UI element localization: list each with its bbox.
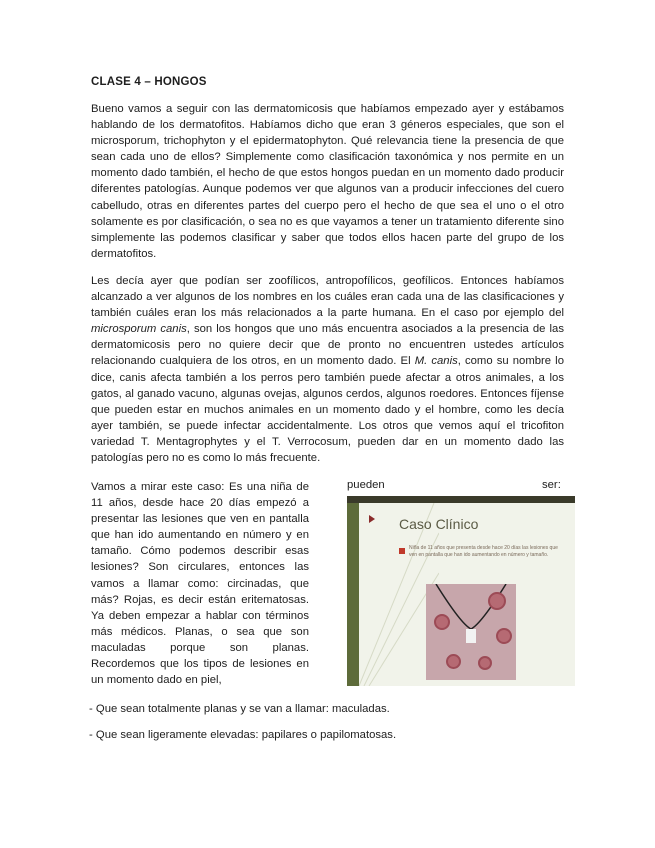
paragraph-1: Bueno vamos a seguir con las dermatomicosis que habíamos empezado ayer y estábamos hablando de los dermatofitos. Habíamos dicho que eran 3 géneros especiales, que son el microsporum, trichophyton y el epidermatophyton. Qué relevancia tiene la presencia de que sean cada uno de ellos? Simplemente como clasificación taxonómica y nos permite en un momento dado también, el hecho de que estos hongos puedan en un momento dado producir diferentes patologías. Aunque podemos ver que algunos van a producir infecciones del cuero cabelludo, otras en diferentes partes del cuerpo pero el hecho de que sea el uno o el otro solamente es por clasificación, o sea no es que vayamos a tener un tratamiento diferente sino simplemente las podemos clasificar y saber que todos ellos hacen parte del grupo de los dermatofitos. [91, 103, 564, 260]
case-description: Vamos a mirar este caso: Es una niña de 11 años, desde hace 20 días empezó a presentar las lesiones que ven en pantalla que han ido aumentando en número y en tamaño. Cómo podemos describir esas lesiones? Son circulares, entonces las vamos a llamar como: circinadas, que más? Rojas, es decir están eritematosas. Ya deben empezar a hablar con términos más médicos. Planas, o sea que son maculadas porque son planas. Recordemos que los tipos de lesiones en un momento dado en piel, [91, 481, 309, 687]
clinical-case-slide-image [347, 496, 575, 686]
paragraph-2-italic-mcanis: M. canis [414, 355, 458, 368]
slide-top-bar [347, 496, 575, 503]
slide-title: Caso Clínico [399, 516, 479, 532]
document-title: CLASE 4 – HONGOS [91, 76, 207, 88]
bullet-maculadas: - Que sean totalmente planas y se van a llamar: maculadas. [89, 703, 390, 715]
paragraph-2-italic-microsporum: microsporum canis [91, 323, 187, 336]
slide-bullet-text: Niña de 11 años que presenta desde hace 20 días las lesiones que ven en pantalla que han ido aumentando en número y tamaño. [409, 545, 558, 558]
paragraph-2-part-c: , como su nombre lo dice, canis afecta también a los perros pero también puede afectar a otros animales, a los gatos, al ganado vacuno, algunas ovejas, algunos cerdos, algunos roedores. Entonces fíjense que pueden estar en muchos animales en un momento dado y el hombre, como les decía ayer también, se puede infectar accidentalmente. Los otros que vemos aquí el tricofiton variedad T. Mentagrophytes y el T. Verrocosum, pueden dar en un momento dado las patologías pero no es como lo más frecuente. [91, 355, 564, 465]
paragraph-2-part-b: , son los hongos que uno más encuentra asociados a la presencia de las dermatomicosis pero no quiere decir que de pronto no encuentren ustedes artículos relacionando cualquiera de los otros, en un momento dado. El [91, 323, 564, 368]
lesion-spot [478, 656, 492, 670]
slide-left-bar [347, 503, 359, 686]
lesion-spot [488, 592, 506, 610]
paragraph-2 [91, 273, 564, 466]
lesion-spot [496, 628, 512, 644]
bullet-papilares: - Que sean ligeramente elevadas: papilares o papilomatosas. [89, 729, 397, 741]
slide-bullet-icon [399, 548, 405, 554]
skin-lesion-photo [426, 584, 516, 680]
paragraph-2-part-a: Les decía ayer que podían ser zoofílicos, antropofílicos, geofílicos. Entonces habíamos alcanzado a ver algunos de los nombres en los cuáles eran cada una de las clasificaciones y también cuáles eran los más relacionados a la parte humana. En el caso por ejemplo del [91, 275, 564, 320]
pueden-word: pueden [347, 479, 385, 491]
lesion-spot [446, 654, 461, 669]
ser-word: ser: [542, 479, 561, 491]
lesion-spot [434, 614, 450, 630]
